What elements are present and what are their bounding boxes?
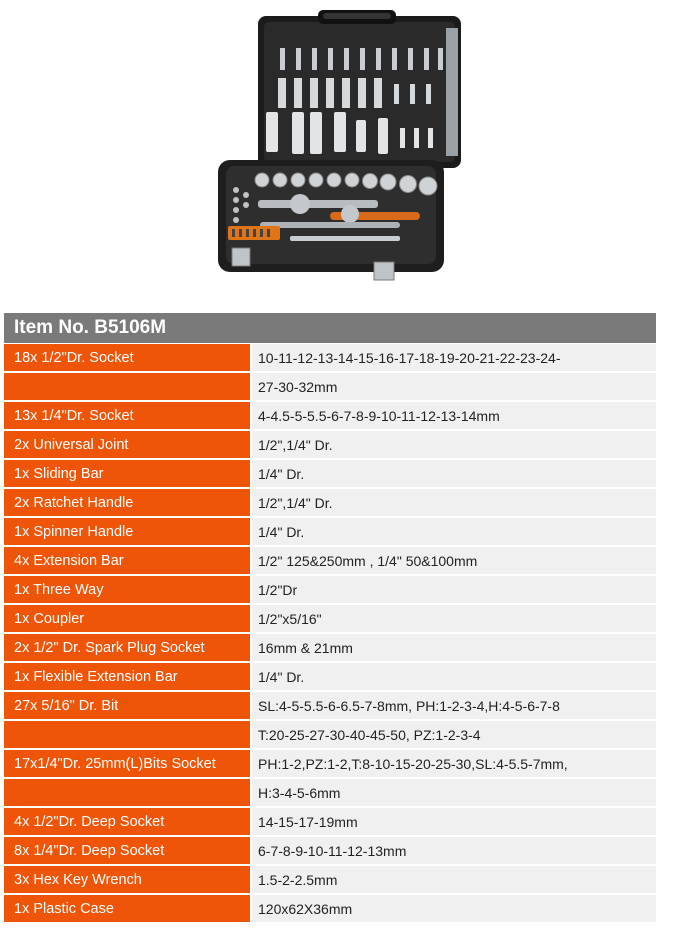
table-row (4, 750, 656, 779)
table-row (4, 576, 656, 605)
table-row (4, 373, 656, 402)
spec-table (4, 344, 656, 924)
component-cell: 1x Spinner Handle (4, 518, 250, 546)
component-cell: 18x 1/2"Dr. Socket (4, 344, 250, 372)
table-row (4, 634, 656, 663)
spec-cell: 1/2",1/4" Dr. (252, 489, 656, 517)
table-row (4, 895, 656, 924)
spec-cell: 1/2"Dr (252, 576, 656, 604)
table-row (4, 344, 656, 373)
spec-cell: 6-7-8-9-10-11-12-13mm (252, 837, 656, 865)
component-cell: 1x Three Way (4, 576, 250, 604)
spec-cell: 4-4.5-5-5.5-6-7-8-9-10-11-12-13-14mm (252, 402, 656, 430)
table-row (4, 547, 656, 576)
component-cell: 4x Extension Bar (4, 547, 250, 575)
component-cell: 1x Coupler (4, 605, 250, 633)
table-row (4, 460, 656, 489)
component-cell: 2x Ratchet Handle (4, 489, 250, 517)
component-cell: 13x 1/4"Dr. Socket (4, 402, 250, 430)
component-cell: 17x1/4"Dr. 25mm(L)Bits Socket (4, 750, 250, 778)
spec-cell: 1/2",1/4" Dr. (252, 431, 656, 459)
table-row (4, 837, 656, 866)
component-cell (4, 779, 250, 807)
spec-cell: PH:1-2,PZ:1-2,T:8-10-15-20-25-30,SL:4-5.5-7mm, (252, 750, 656, 778)
table-row (4, 431, 656, 460)
spec-cell: 1/4" Dr. (252, 460, 656, 488)
spec-cell: SL:4-5-5.5-6-6.5-7-8mm, PH:1-2-3-4,H:4-5-6-7-8 (252, 692, 656, 720)
component-cell: 1x Flexible Extension Bar (4, 663, 250, 691)
item-number: Item No. B5106M (14, 317, 167, 338)
component-cell: 27x 5/16" Dr. Bit (4, 692, 250, 720)
component-cell: 1x Sliding Bar (4, 460, 250, 488)
spec-cell: 1.5-2-2.5mm (252, 866, 656, 894)
spec-cell: 16mm & 21mm (252, 634, 656, 662)
spec-cell: H:3-4-5-6mm (252, 779, 656, 807)
component-cell: 8x 1/4"Dr. Deep Socket (4, 837, 250, 865)
component-cell (4, 373, 250, 401)
spec-cell: 10-11-12-13-14-15-16-17-18-19-20-21-22-23-24- (252, 344, 656, 372)
table-row (4, 866, 656, 895)
table-row (4, 721, 656, 750)
spec-cell: 14-15-17-19mm (252, 808, 656, 836)
spec-cell: 1/2"x5/16" (252, 605, 656, 633)
spec-cell: T:20-25-27-30-40-45-50, PZ:1-2-3-4 (252, 721, 656, 749)
spec-cell: 1/4" Dr. (252, 518, 656, 546)
tool-case-photo (0, 0, 676, 300)
table-row (4, 605, 656, 634)
table-row (4, 402, 656, 431)
spec-cell: 120x62X36mm (252, 895, 656, 923)
component-cell: 1x Plastic Case (4, 895, 250, 923)
component-cell: 3x Hex Key Wrench (4, 866, 250, 894)
component-cell: 2x 1/2" Dr. Spark Plug Socket (4, 634, 250, 662)
table-row (4, 489, 656, 518)
component-cell (4, 721, 250, 749)
table-row (4, 808, 656, 837)
component-cell: 2x Universal Joint (4, 431, 250, 459)
spec-cell: 1/4" Dr. (252, 663, 656, 691)
table-row (4, 518, 656, 547)
table-row (4, 692, 656, 721)
item-number-bar (4, 313, 656, 343)
case-lid (258, 10, 461, 168)
spec-cell: 27-30-32mm (252, 373, 656, 401)
case-base (218, 160, 444, 280)
spec-cell: 1/2" 125&250mm , 1/4" 50&100mm (252, 547, 656, 575)
table-row (4, 663, 656, 692)
component-cell: 4x 1/2"Dr. Deep Socket (4, 808, 250, 836)
table-row (4, 779, 656, 808)
